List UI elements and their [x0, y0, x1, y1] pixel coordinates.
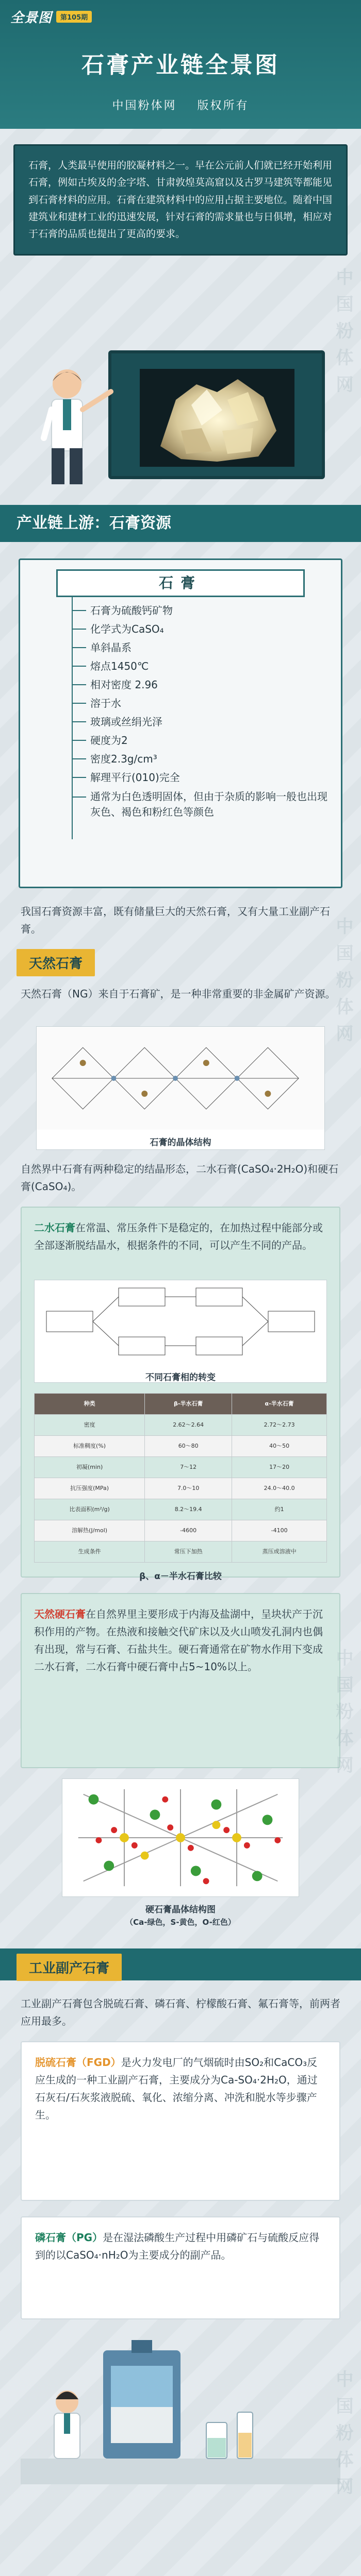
pg-text: 是在湿法磷酸生产过程中用磷矿石与硫酸反应得到的以CaSO₄·nH₂O为主要成分的副产品。	[35, 2231, 320, 2261]
rights-notice: 版权所有	[197, 99, 249, 112]
dihydrate-text: 在常温、常压条件下是稳定的，在加热过程中能部分或全部逐渐脱结晶水，根据条件的不同，可以产生不同的产品。	[34, 1222, 323, 1251]
property-item: 玻璃或丝绢光泽	[73, 713, 331, 731]
table-row	[35, 1520, 327, 1541]
gypsum-properties-section	[0, 542, 361, 903]
table-row	[35, 1415, 327, 1436]
table-cell: 溶解热(J/mol)	[35, 1520, 145, 1541]
lab-illustration	[21, 2335, 340, 2484]
intro-section	[0, 129, 361, 505]
pg-panel	[21, 2216, 340, 2319]
crystal-structure-caption: 石膏的晶体结构	[150, 1138, 211, 1148]
phase-transition-diagram	[35, 1280, 326, 1368]
table-cell: 标准稠度(%)	[35, 1436, 145, 1457]
property-item: 石膏为硫酸钙矿物	[73, 601, 331, 620]
table-cell: 比表面积(m²/g)	[35, 1499, 145, 1520]
table-cell: -4100	[232, 1520, 327, 1541]
property-item: 单斜晶系	[73, 638, 331, 657]
property-item: 硬度为2	[73, 731, 331, 750]
anhydrite-figure-section	[0, 1778, 361, 1938]
fgd-text: 是火力发电厂的气烟硫时由SO₂和CaCO₃反应生成的一种工业副产石膏，主要成分为Ca-SO₄·2H₂O，通过石灰石/石灰浆液脱硫、氧化、浓缩分离、冲洗和脱水等步骤产生。	[35, 2056, 318, 2121]
anhydrite-structure-figure	[62, 1778, 299, 1897]
property-item: 熔点1450℃	[73, 657, 331, 675]
table-cell: 40～50	[232, 1436, 327, 1457]
table-cell: 7～12	[145, 1457, 232, 1478]
fgd-lead: 脱硫石膏（FGD）	[35, 2056, 121, 2069]
anhydrite-structure-diagram	[62, 1779, 299, 1896]
table-cell: 初凝(min)	[35, 1457, 145, 1478]
dihydrate-lead: 二水石膏	[34, 1222, 75, 1234]
table-cell: 生成条件	[35, 1541, 145, 1563]
gypsum-properties-card	[19, 558, 342, 888]
intro-illustration	[15, 350, 346, 495]
natural-gypsum-forms: 自然界中石膏有两种稳定的结晶形态，二水石膏(CaSO₄·2H₂O)和硬石膏(CaSO₄)。	[21, 1163, 339, 1193]
pg-lead: 磷石膏（PG）	[35, 2231, 103, 2244]
brand	[10, 7, 92, 26]
table-cell: 2.62～2.64	[145, 1415, 232, 1436]
teacher-figure-icon	[26, 361, 119, 489]
crystal-structure-diagram	[37, 1027, 324, 1130]
industrial-gypsum-section	[0, 1938, 361, 2490]
anhydrite-description	[34, 1605, 327, 1675]
tank-icon	[103, 2340, 180, 2459]
beaker-icon	[206, 2412, 253, 2459]
table-cell: 2.72～2.73	[232, 1415, 327, 1436]
table-row	[35, 1499, 327, 1520]
table-cell: 常压下加热	[145, 1541, 232, 1563]
natural-gypsum-section	[0, 949, 361, 1778]
table-row	[35, 1541, 327, 1563]
property-item: 通常为白色透明固体，但由于杂质的影响一般也出现灰色、褐色和粉红色等颜色	[73, 787, 331, 820]
table-row	[35, 1478, 327, 1499]
hemihydrate-comparison-table	[34, 1393, 327, 1563]
table-cell: 约1	[232, 1499, 327, 1520]
industrial-heading-band	[0, 1948, 361, 1980]
table-header: 种类	[35, 1394, 145, 1415]
property-item: 溶于水	[73, 694, 331, 713]
table-cell: 密度	[35, 1415, 145, 1436]
gypsum-properties-list	[73, 601, 331, 820]
watermark-text: 中国粉体网	[333, 268, 353, 402]
phase-transition-figure	[34, 1280, 327, 1383]
crystal-structure-figure	[36, 1026, 325, 1150]
subtitle-row	[0, 97, 361, 113]
property-item: 密度2.3g/cm³	[73, 750, 331, 768]
table-cell: 17～20	[232, 1457, 327, 1478]
upstream-banner: 产业链上游：石膏资源	[0, 505, 361, 542]
property-item: 相对密度 2.96	[73, 675, 331, 694]
table-cell: 蒸压或溶液中	[232, 1541, 327, 1563]
intro-card: 石膏，人类最早使用的胶凝材料之一。早在公元前人们就已经开始利用石膏，例如古埃及的金字塔、甘肃敦煌莫高窟以及古罗马建筑等都能见到石膏材料的应用。石膏在建筑材料中的应用占据主要地位。随着中国建筑业和建材工业的迅速发展，针对石膏的需求量也与日俱增，相应对于石膏的品质也提出了更高的要求。	[13, 144, 348, 256]
gypsum-title: 石膏	[56, 569, 305, 597]
anhydrite-panel	[21, 1593, 340, 1768]
phase-transition-caption: 不同石膏相的转变	[145, 1372, 216, 1383]
anhydrite-lead: 天然硬石膏	[34, 1608, 86, 1620]
anhydrite-figure-subcaption: （Ca-绿色，S-黄色，O-红色）	[125, 1918, 236, 1927]
gypsum-crystal-image	[140, 369, 294, 467]
fgd-panel	[21, 2041, 340, 2201]
anhydrite-text: 在自然界里主要形成于内海及盐湖中，呈块状产于沉积作用的产物。在热液和接触交代矿床以及火山喷发孔洞内也偶有出现，常与石膏、石盐共生。硬石膏通常在矿物水作用下变成二水石膏，二水石膏中硬石膏中占5~10%以上。	[34, 1608, 323, 1673]
watermark-text: 中国粉体网	[333, 2370, 353, 2504]
hemihydrate-table-caption: β、α－半水石膏比较	[139, 1571, 222, 1582]
natural-gypsum-intro: 天然石膏（NG）来自于石膏矿，是一种非常重要的非金属矿产资源。	[21, 988, 336, 1000]
table-cell: 8.2～19.4	[145, 1499, 232, 1520]
anhydrite-figure-caption: 硬石膏晶体结构图	[145, 1905, 216, 1915]
brand-logo: 全景图	[10, 10, 53, 26]
page-title: 石膏产业链全景图	[81, 52, 280, 78]
property-item: 化学式为CaSO₄	[73, 620, 331, 638]
industrial-gypsum-heading: 工业副产石膏	[17, 1954, 122, 1981]
table-row	[35, 1457, 327, 1478]
watermark-text: 中国粉体网	[333, 917, 353, 1051]
resource-note: 我国石膏资源丰富，既有储量巨大的天然石膏，又有大量工业副产石膏。	[21, 905, 330, 935]
table-row	[35, 1436, 327, 1457]
scientist-icon	[54, 2391, 80, 2459]
table-header: α-半水石膏	[232, 1394, 327, 1415]
dihydrate-description	[34, 1219, 327, 1254]
watermark-text: 中国粉体网	[333, 1649, 353, 1783]
hemihydrate-table-wrap	[34, 1393, 327, 1585]
header	[0, 0, 361, 129]
industrial-gypsum-intro: 工业副产石膏包含脱硫石膏、磷石膏、柠檬酸石膏、氟石膏等，前两者应用最多。	[21, 1997, 340, 2027]
table-cell: 60～80	[145, 1436, 232, 1457]
table-cell: -4600	[145, 1520, 232, 1541]
display-board	[108, 350, 325, 479]
natural-gypsum-heading: 天然石膏	[17, 949, 95, 976]
table-cell: 24.0～40.0	[232, 1478, 327, 1499]
table-cell: 抗压强度(MPa)	[35, 1478, 145, 1499]
issue-badge: 第105期	[56, 11, 92, 23]
property-item: 解理平行(010)完全	[73, 768, 331, 787]
table-header: β-半水石膏	[145, 1394, 232, 1415]
org-name: 中国粉体网	[112, 99, 177, 112]
resource-note-block	[0, 903, 361, 949]
table-cell: 7.0～10	[145, 1478, 232, 1499]
dihydrate-panel	[21, 1207, 340, 1582]
